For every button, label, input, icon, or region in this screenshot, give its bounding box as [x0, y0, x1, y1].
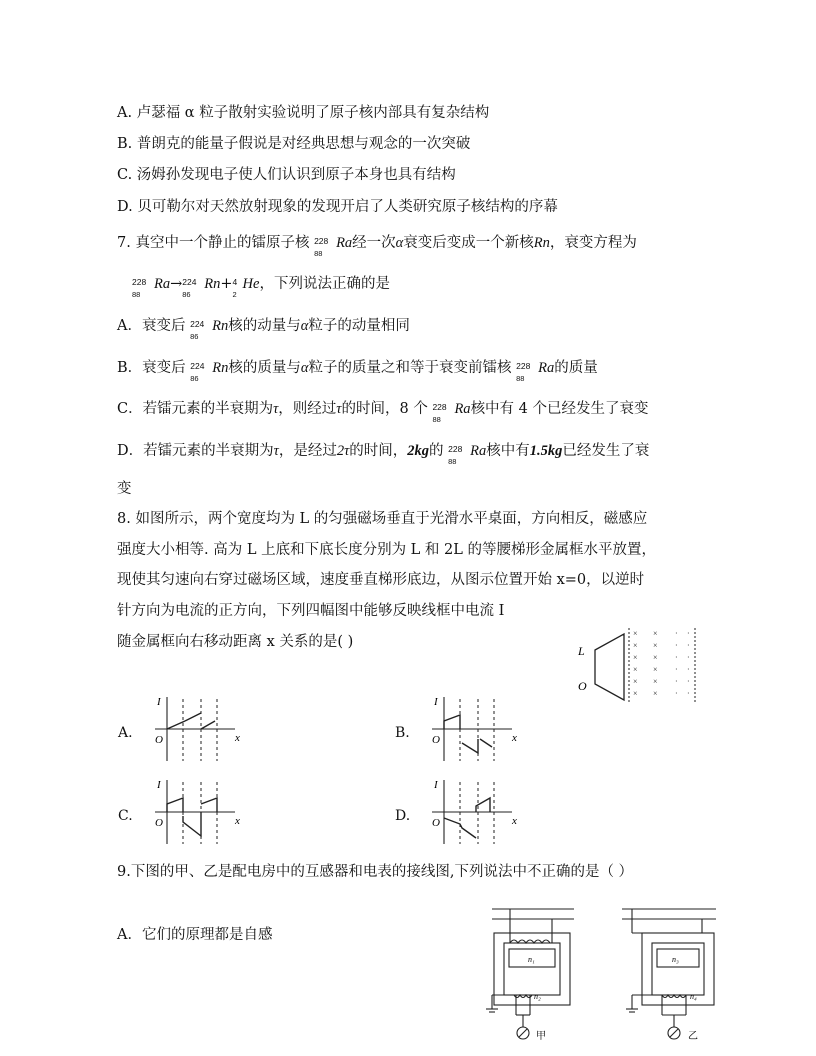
field-into-icon: ×: [653, 689, 658, 698]
ra-nucleus: [432, 399, 454, 424]
label-n3: n₃: [672, 955, 679, 964]
q8-line-2: [117, 540, 656, 560]
option-text: 的质量: [554, 360, 598, 376]
axis-label-O: O: [432, 734, 440, 746]
q8-text: 随金属框向右移动距离 x 关系的是( ): [117, 634, 354, 650]
alpha-symbol: α: [300, 360, 309, 376]
field-out-icon: ·: [687, 665, 690, 674]
option-text: A．它们的原理都是自感: [117, 927, 273, 943]
option-text: 汤姆孙发现电子使人们认识到原子本身也具有结构: [136, 167, 456, 183]
label-n4: n₄: [690, 992, 697, 1001]
rn-symbol: Rn: [204, 276, 221, 292]
option-label: B.: [117, 136, 133, 152]
tau-symbol: τ: [273, 401, 279, 417]
field-out-icon: ·: [687, 641, 690, 650]
atomic-number: 86: [190, 374, 199, 383]
q8-line-4: [117, 601, 504, 621]
field-into-icon: ×: [633, 689, 638, 698]
ra-nucleus: [132, 274, 154, 299]
option-label: C.: [117, 167, 133, 183]
he-symbol: He: [242, 276, 260, 292]
q9-text: 9.下图的甲、乙是配电房中的互感器和电表的接线图,下列说法中不正确的是（ ）: [117, 864, 634, 880]
axis-label-I: I: [434, 696, 438, 708]
atomic-number: 86: [182, 290, 191, 299]
field-out-icon: ·: [675, 653, 678, 662]
q7-equation-line: [132, 274, 390, 299]
label-n2: n₂: [534, 992, 541, 1001]
label-O: O: [578, 679, 587, 693]
option-text: 核中有: [486, 443, 530, 459]
mass-value: 2kg: [407, 443, 430, 459]
option-label: D．若镭元素的半衰期为: [117, 443, 274, 459]
mass-number: 228: [132, 277, 147, 287]
option-label: D.: [117, 199, 133, 215]
mass-number: 228: [448, 444, 463, 454]
option-text: 粒子的质量之和等于衰变前镭核: [308, 360, 512, 376]
q8-graph-b: [422, 693, 522, 765]
alpha-symbol: α: [395, 235, 404, 251]
q8-line-3: [117, 570, 644, 590]
axis-label-x: x: [512, 732, 517, 744]
tau-symbol: τ: [336, 401, 342, 417]
alpha-symbol: α: [300, 318, 309, 334]
label-jia: 甲: [536, 1031, 546, 1042]
option-text: ，则经过: [278, 401, 337, 417]
option-text: 已经发生了衰: [562, 443, 650, 459]
q8-option-c-label: C.: [118, 808, 133, 824]
axis-label-I: I: [157, 696, 161, 708]
graph-segment: [167, 721, 185, 729]
he-nucleus: [232, 274, 243, 299]
q8-line-5: [117, 632, 353, 652]
q8-text: 针方向为电流的正方向，下列四幅图中能够反映线框中电流 I: [117, 603, 505, 619]
rn-symbol: Rn: [533, 235, 550, 251]
atomic-number: 88: [432, 415, 441, 424]
graph-segment: [185, 713, 201, 721]
q6-option-b: [117, 134, 470, 154]
q7-stem: [117, 233, 637, 258]
rn-symbol: Rn: [212, 318, 229, 334]
q8-field-figure: [575, 622, 700, 707]
option-text: 的: [429, 443, 444, 459]
field-into-icon: ×: [653, 653, 658, 662]
ra-nucleus: [516, 358, 538, 383]
ra-symbol: Ra: [454, 401, 471, 417]
q9-option-a: [117, 925, 272, 945]
two-tau: 2τ: [336, 443, 350, 459]
field-into-icon: ×: [633, 629, 638, 638]
q8-graph-a: [145, 693, 245, 765]
arrow: →: [170, 276, 183, 292]
field-out-icon: ·: [675, 677, 678, 686]
mass-number: 228: [516, 361, 531, 371]
option-text: ，是经过: [278, 443, 337, 459]
q8-graph-c: [145, 776, 245, 848]
graph-segment: [183, 812, 201, 836]
q6-option-c: [117, 165, 456, 185]
trapezoid-frame: [595, 634, 624, 700]
axis-label-I: I: [434, 779, 438, 791]
q7-option-a: [117, 316, 410, 341]
q7-stem-part: ，衰变方程为: [549, 235, 637, 251]
field-out-icon: ·: [687, 653, 690, 662]
graph-segment: [462, 739, 478, 753]
option-label: A．衰变后: [117, 318, 186, 334]
plus: +: [220, 276, 233, 292]
graph-segment: [480, 739, 492, 747]
q7-stem-part: ，下列说法正确的是: [259, 276, 390, 292]
mass-number: 4: [232, 277, 238, 287]
ra-nucleus: [448, 441, 470, 466]
axis-label-x: x: [235, 732, 240, 744]
axis-label-x: x: [512, 815, 517, 827]
field-into-icon: ×: [653, 629, 658, 638]
mass-value: 1.5kg: [529, 443, 563, 459]
option-label: C．若镭元素的半衰期为: [117, 401, 274, 417]
option-text: 贝可勒尔对天然放射现象的发现开启了人类研究原子核结构的序幕: [137, 199, 558, 215]
q7-stem-part: 7. 真空中一个静止的镭原子核: [117, 235, 310, 251]
field-into-icon: ×: [633, 677, 638, 686]
mass-number: 224: [190, 361, 205, 371]
tau-symbol: τ: [273, 443, 279, 459]
q8-graph-d: [422, 776, 522, 848]
option-text: 核的质量与: [228, 360, 301, 376]
field-into-icon: ×: [653, 677, 658, 686]
q9-stem: [117, 862, 633, 882]
option-text: 核中有 4 个已经发生了衰变: [470, 401, 649, 417]
option-text: 的时间，8 个: [341, 401, 428, 417]
q8-option-a-label: A.: [118, 725, 133, 741]
option-text: 的时间，: [349, 443, 408, 459]
field-into-icon: ×: [653, 641, 658, 650]
field-out-icon: ·: [675, 641, 678, 650]
field-out-icon: ·: [675, 689, 678, 698]
option-label: A.: [117, 105, 133, 121]
field-into-icon: ×: [653, 665, 658, 674]
ra-nucleus: [314, 233, 336, 258]
q8-option-b-label: B.: [395, 725, 410, 741]
q7-option-d: [117, 441, 650, 466]
ra-symbol: Ra: [538, 360, 555, 376]
axis-label-I: I: [157, 779, 161, 791]
graph-segment: [167, 798, 183, 812]
q7-option-b: [117, 358, 598, 383]
atomic-number: 88: [132, 290, 141, 299]
axis-label-O: O: [155, 734, 163, 746]
q7-option-d-cont: [117, 479, 132, 499]
atomic-number: 88: [448, 457, 457, 466]
mass-number: 228: [432, 402, 447, 412]
field-into-icon: ×: [633, 641, 638, 650]
ra-symbol: Ra: [336, 235, 353, 251]
axis-label-x: x: [235, 815, 240, 827]
field-out-icon: ·: [687, 677, 690, 686]
q8-text: 8. 如图所示，两个宽度均为 L 的匀强磁场垂直于光滑水平桌面，方向相反，磁感应: [117, 511, 648, 527]
rn-nucleus: [190, 358, 212, 383]
q7-stem-part: 经一次: [352, 235, 396, 251]
graph-segment: [444, 715, 460, 729]
graph-segment: [201, 721, 215, 729]
field-out-icon: ·: [687, 689, 690, 698]
field-out-icon: ·: [687, 629, 690, 638]
atomic-number: 2: [232, 290, 237, 299]
label-yi: 乙: [688, 1031, 698, 1042]
ra-symbol: Ra: [154, 276, 171, 292]
q8-option-d-label: D.: [395, 808, 411, 824]
rn-nucleus: [182, 274, 204, 299]
option-text: 普朗克的能量子假说是对经典思想与观念的一次突破: [136, 136, 471, 152]
axis-label-O: O: [155, 817, 163, 829]
atomic-number: 88: [314, 249, 323, 258]
option-text: 核的动量与: [228, 318, 301, 334]
rn-symbol: Rn: [212, 360, 229, 376]
q6-option-d: [117, 197, 558, 217]
q6-option-a: [117, 103, 489, 123]
q9-transformer-figure: [480, 905, 720, 1045]
q8-line-1: [117, 509, 647, 529]
rn-nucleus: [190, 316, 212, 341]
label-n1: n₁: [528, 955, 535, 964]
q8-text: 强度大小相等. 高为 L 上底和下底长度分别为 L 和 2L 的等腰梯形金属框水平放置，: [117, 542, 656, 558]
mass-number: 228: [314, 236, 329, 246]
field-into-icon: ×: [633, 665, 638, 674]
axis-label-O: O: [432, 817, 440, 829]
label-L: L: [578, 644, 585, 658]
q8-text: 现使其匀速向右穿过磁场区域，速度垂直梯形底边，从图示位置开始 x=0，以逆时: [117, 572, 645, 588]
mass-number: 224: [190, 319, 205, 329]
field-out-icon: ·: [675, 665, 678, 674]
mass-number: 224: [182, 277, 197, 287]
option-text: 卢瑟福 α 粒子散射实验说明了原子核内部具有复杂结构: [136, 105, 490, 121]
option-label: B．衰变后: [117, 360, 186, 376]
atomic-number: 88: [516, 374, 525, 383]
q7-option-c: [117, 399, 649, 424]
q7-stem-part: 衰变后变成一个新核: [403, 235, 534, 251]
field-out-icon: ·: [675, 629, 678, 638]
option-text: 变: [117, 481, 132, 497]
graph-segment: [201, 798, 217, 812]
field-into-icon: ×: [633, 653, 638, 662]
option-text: 粒子的动量相同: [308, 318, 410, 334]
atomic-number: 86: [190, 332, 199, 341]
ra-symbol: Ra: [470, 443, 487, 459]
